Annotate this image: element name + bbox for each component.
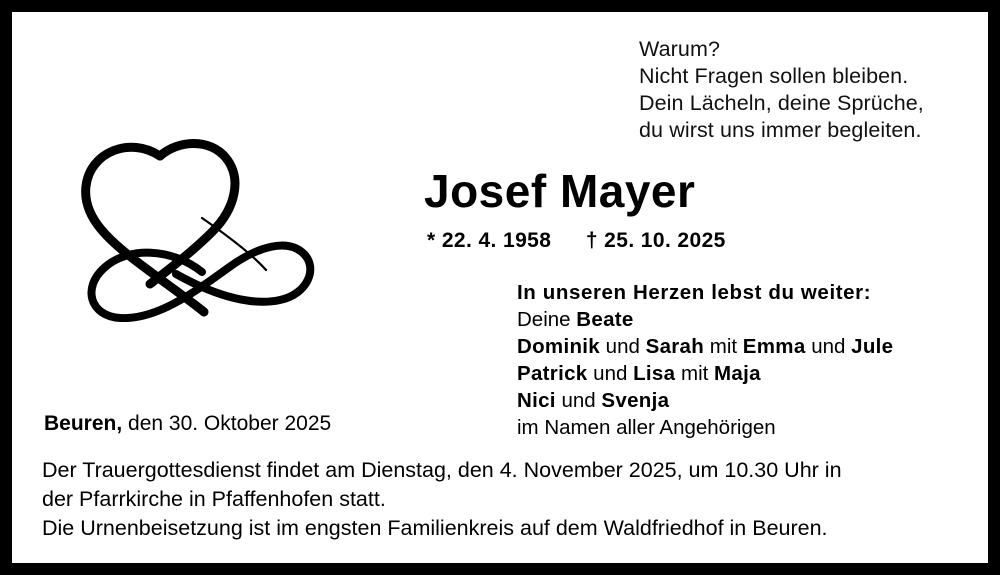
family-line-4-name-1: Nici (517, 389, 556, 412)
family-intro: In unseren Herzen lebst du weiter: (517, 281, 872, 304)
family-line-3 (517, 360, 893, 387)
place-and-date (44, 412, 331, 436)
family-line-2 (517, 333, 893, 360)
family-line-4 (517, 387, 893, 414)
family-line-3-name-1: Patrick (517, 362, 588, 385)
family-line-1-names: Beate (576, 308, 634, 331)
family-line-2-conj-3: und (805, 335, 852, 358)
family-line-4-conj-1: und (555, 389, 602, 412)
verse-line-1: Warum? (639, 37, 721, 61)
family-line-3-name-3: Maja (714, 362, 761, 385)
verse-line-3: Dein Lächeln, deine Sprüche, (639, 91, 924, 115)
family-line-2-conj-2: mit (704, 335, 743, 358)
family-block (517, 279, 893, 441)
family-line-3-conj-1: und (587, 362, 634, 385)
family-line-2-name-2: Sarah (645, 335, 705, 358)
service-line-2: der Pfarrkirche in Pfaffenhofen statt. (42, 487, 386, 511)
family-line-3-name-2: Lisa (633, 362, 676, 385)
heart-infinity-icon (52, 122, 322, 322)
obituary-sheet (12, 12, 988, 563)
family-line-1 (517, 306, 893, 333)
family-line-1-prefix: Deine (517, 308, 577, 331)
family-line-2-name-3: Emma (742, 335, 806, 358)
deceased-name: Josef Mayer (424, 165, 696, 217)
birth-symbol: * (427, 229, 436, 252)
service-line-3: Die Urnenbeisetzung ist im engsten Familienkreis auf dem Waldfriedhof in Beuren. (42, 516, 828, 540)
family-line-3-conj-2: mit (675, 362, 715, 385)
family-line-2-name-1: Dominik (517, 335, 600, 358)
death-date: 25. 10. 2025 (604, 229, 726, 252)
death-symbol: † (585, 229, 598, 252)
life-dates (427, 229, 726, 253)
service-details (42, 456, 968, 543)
birth-date: 22. 4. 1958 (441, 229, 552, 252)
notice-date: den 30. Oktober 2025 (122, 412, 332, 435)
service-line-1: Der Trauergottesdienst findet am Dienstag, den 4. November 2025, um 10.30 Uhr in (42, 458, 842, 482)
place-name: Beuren, (44, 412, 123, 435)
family-line-2-name-4: Jule (851, 335, 894, 358)
family-closing: im Namen aller Angehörigen (517, 416, 776, 439)
family-line-2-conj-1: und (599, 335, 646, 358)
memorial-verse (639, 36, 924, 144)
verse-line-4: du wirst uns immer begleiten. (639, 118, 922, 142)
verse-line-2: Nicht Fragen sollen bleiben. (639, 64, 909, 88)
family-line-4-name-2: Svenja (601, 389, 670, 412)
